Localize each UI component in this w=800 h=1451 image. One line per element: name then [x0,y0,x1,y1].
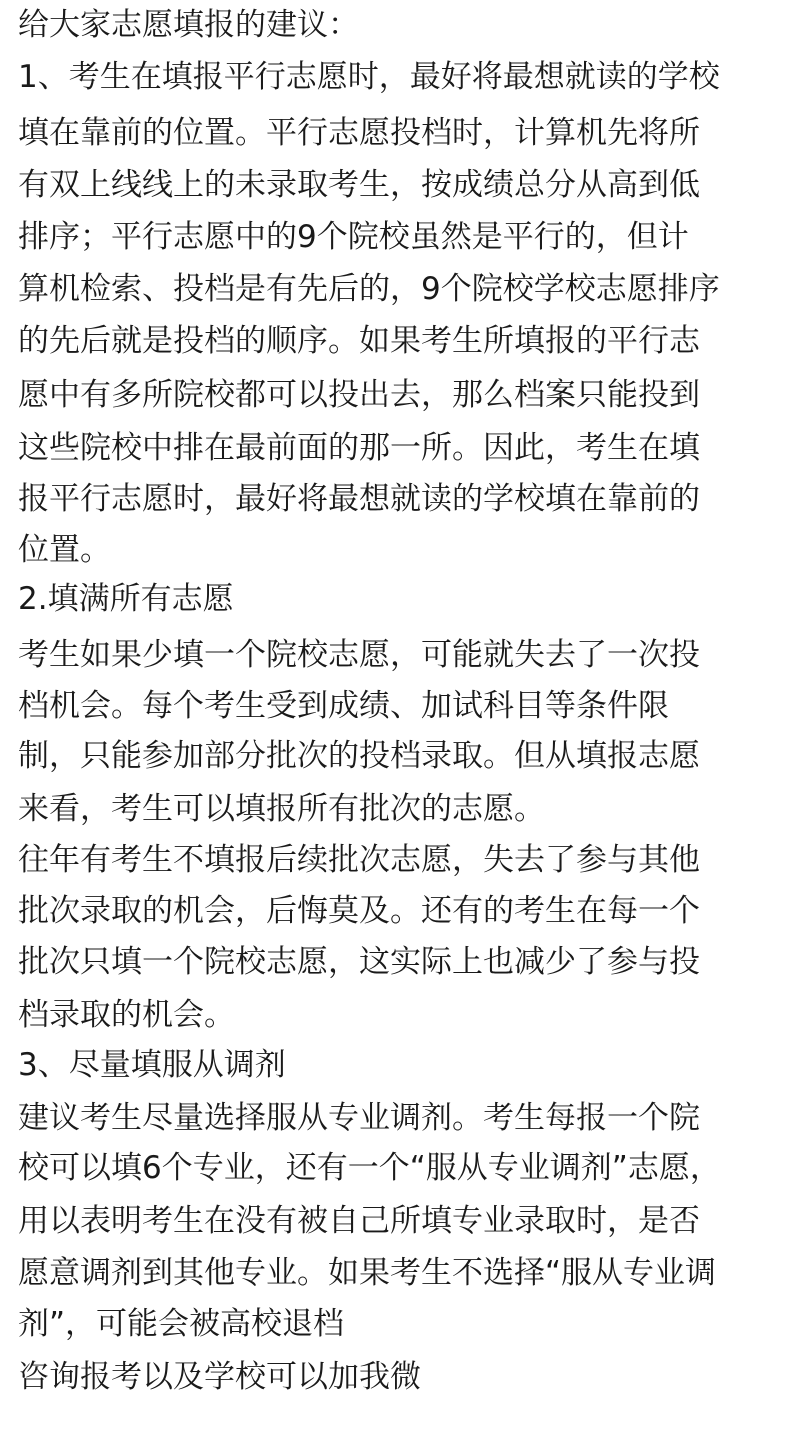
text-line: 用以表明考生在没有被自己所填专业录取时，是否 [18,1203,700,1239]
text-line: 愿中有多所院校都可以投出去，那么档案只能投到 [18,377,700,413]
text-line: 批次录取的机会，后悔莫及。还有的考生在每一个 [18,893,700,929]
text-line: 1、考生在填报平行志愿时，最好将最想就读的学校 [18,59,720,95]
text-line: 批次只填一个院校志愿，这实际上也减少了参与投 [18,944,700,980]
text-line: 档录取的机会。 [18,997,235,1033]
section-heading: 2.填满所有志愿 [18,581,234,617]
text-line: 报平行志愿时，最好将最想就读的学校填在靠前的 [18,481,700,517]
text-line: 有双上线线上的未录取考生，按成绩总分从高到低 [18,167,700,203]
text-line: 档机会。每个考生受到成绩、加试科目等条件限 [18,688,669,724]
text-line: 的先后就是投档的顺序。如果考生所填报的平行志 [18,323,700,359]
text-line: 排序；平行志愿中的9个院校虽然是平行的，但计 [18,219,689,255]
text-line: 来看，考生可以填报所有批次的志愿。 [18,791,545,827]
text-line: 剂”，可能会被高校退档 [18,1306,345,1342]
section-heading: 3、尽量填服从调剂 [18,1047,286,1083]
text-line: 考生如果少填一个院校志愿，可能就失去了一次投 [18,637,700,673]
text-line: 愿意调剂到其他专业。如果考生不选择“服从专业调 [18,1255,717,1291]
contact-line: 咨询报考以及学校可以加我微 [18,1359,421,1395]
intro-heading: 给大家志愿填报的建议： [18,7,359,43]
text-line: 校可以填6个专业，还有一个“服从专业调剂”志愿， [18,1150,721,1186]
text-line: 建议考生尽量选择服从专业调剂。考生每报一个院 [18,1100,700,1136]
text-line: 往年有考生不填报后续批次志愿，失去了参与其他 [18,842,700,878]
text-line: 位置。 [18,532,111,568]
text-line: 这些院校中排在最前面的那一所。因此，考生在填 [18,430,700,466]
text-line: 算机检索、投档是有先后的，9个院校学校志愿排序 [18,271,720,307]
text-line: 填在靠前的位置。平行志愿投档时，计算机先将所 [18,115,700,151]
text-line: 制，只能参加部分批次的投档录取。但从填报志愿 [18,738,700,774]
